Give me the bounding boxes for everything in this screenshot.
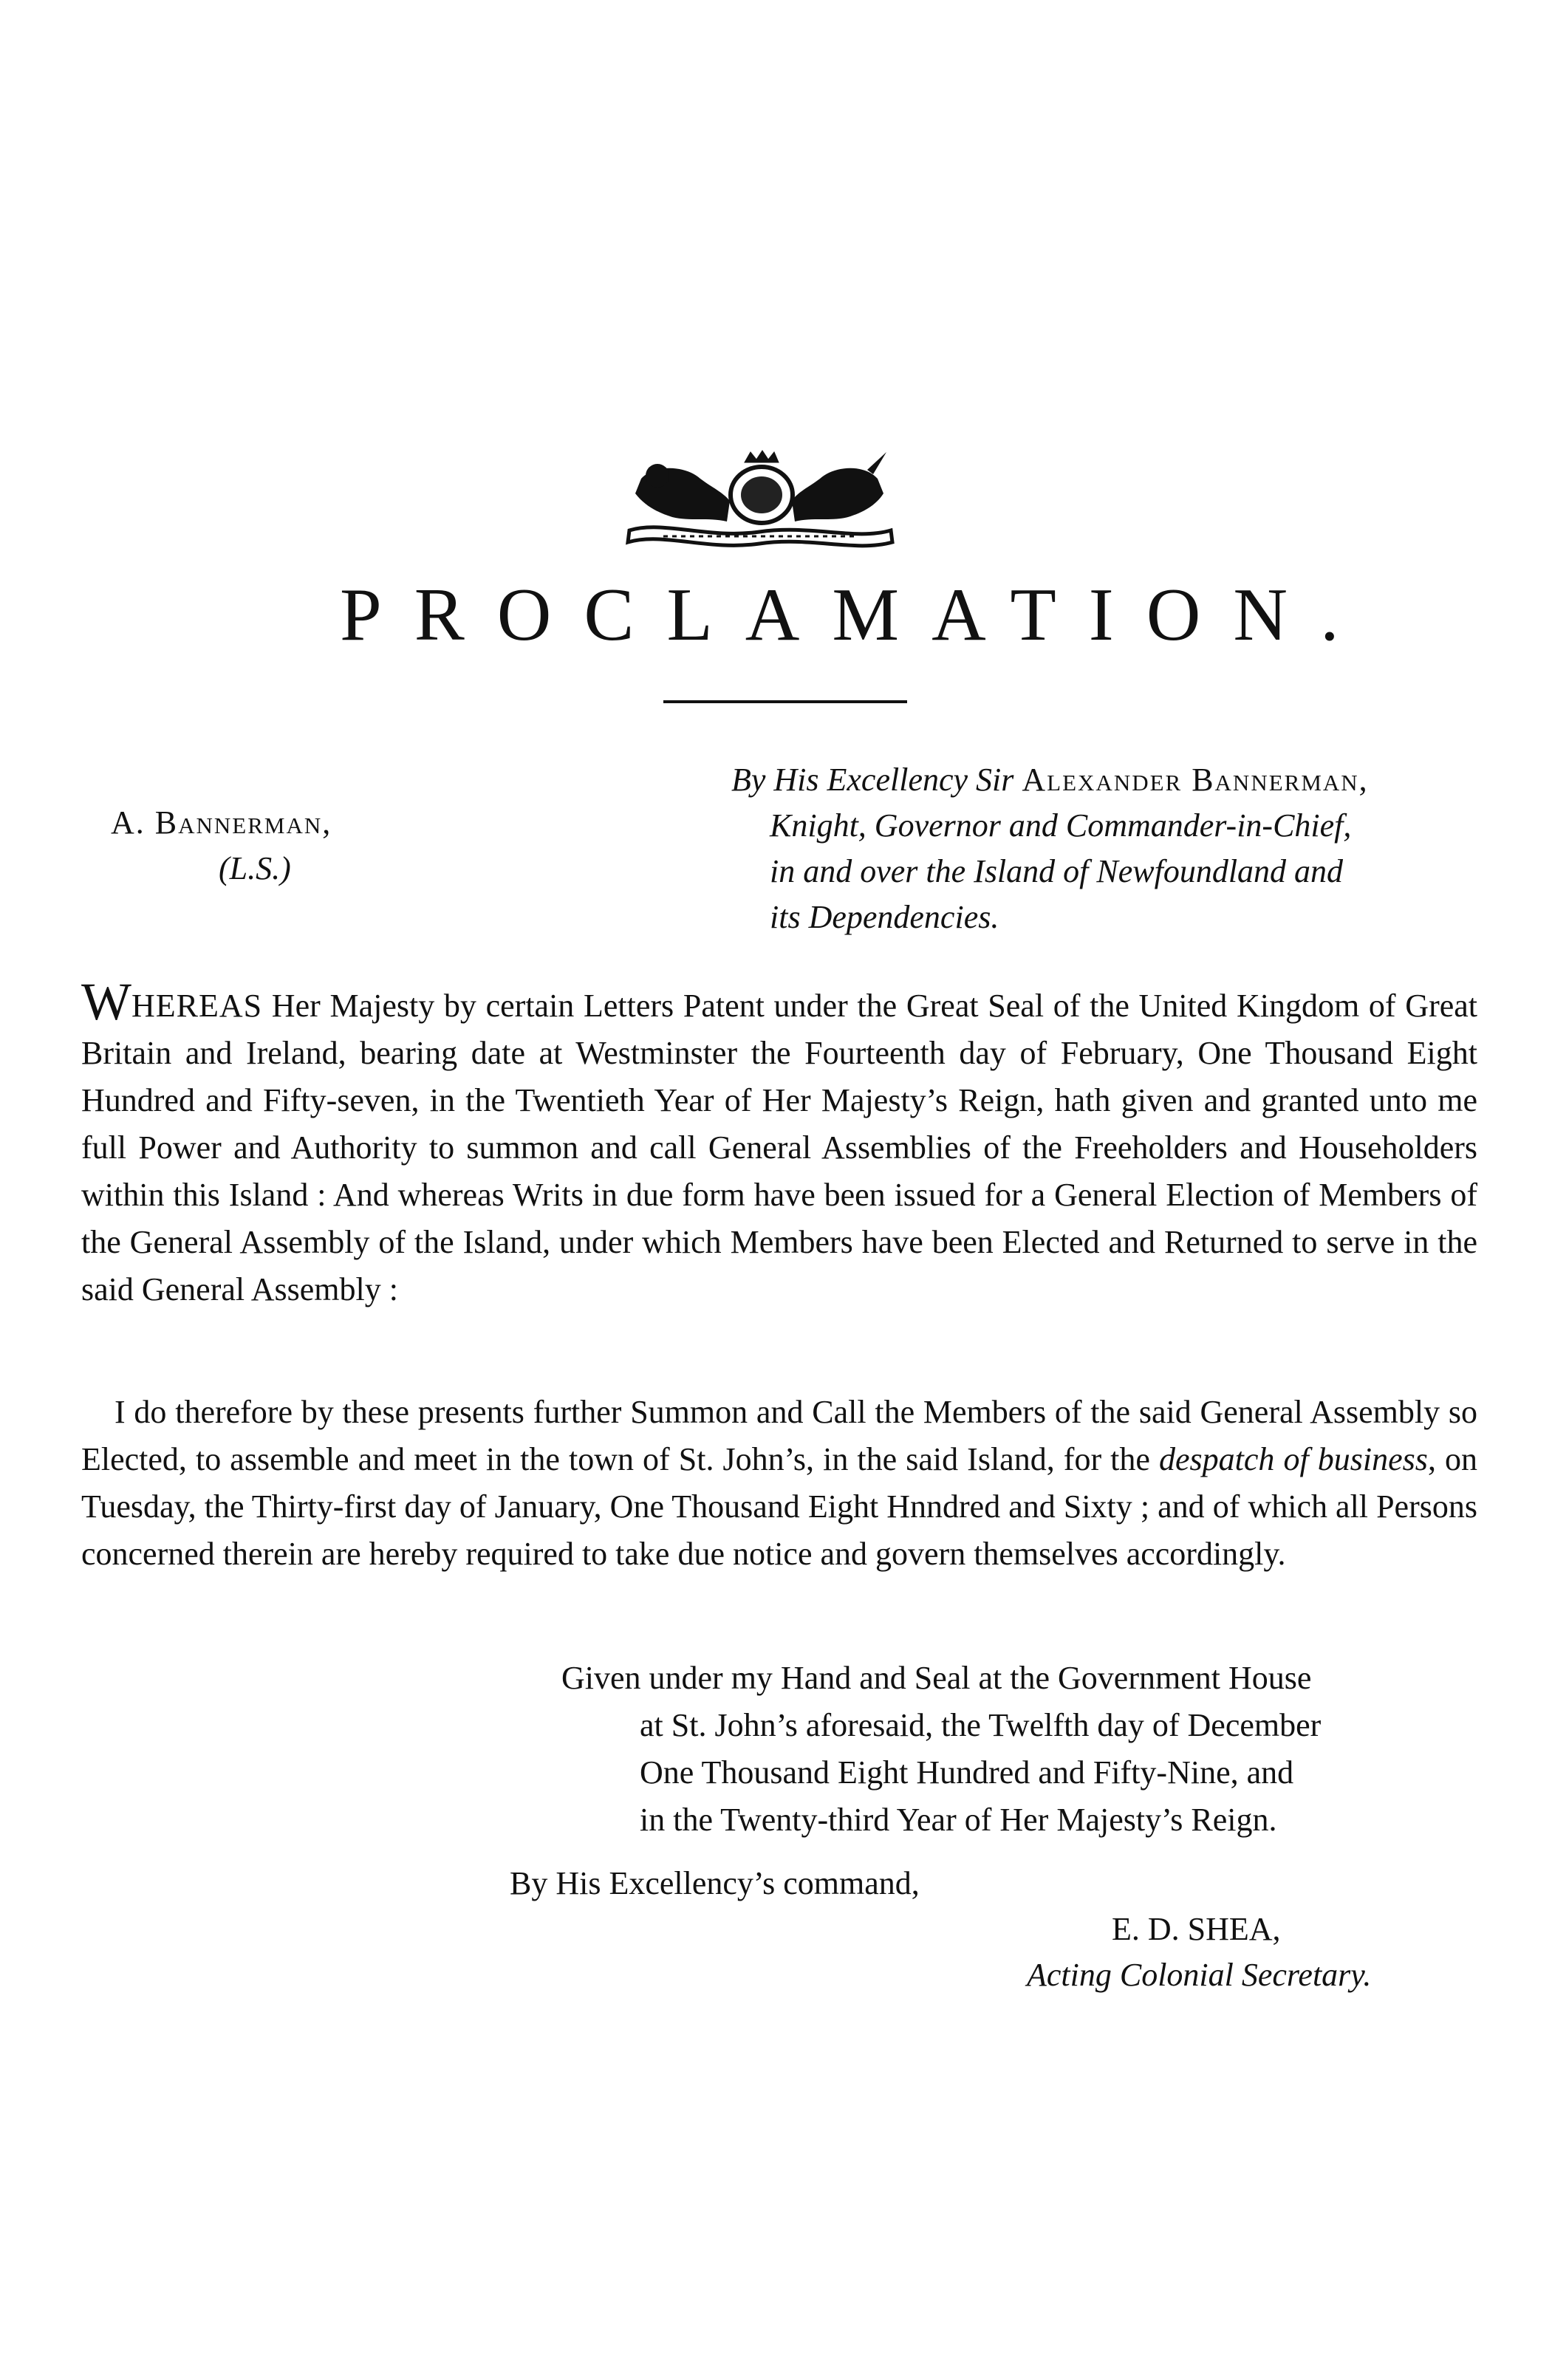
seal-block xyxy=(111,800,554,892)
secretary-title: Acting Colonial Secretary. xyxy=(1027,1957,1372,1993)
royal-arms-icon xyxy=(619,449,900,553)
excellency-line-2: Knight, Governor and Commander-in-Chief, xyxy=(770,807,1352,844)
given-line-2: at St. John’s aforesaid, the Twelfth day of December xyxy=(640,1707,1322,1743)
summon-text-block xyxy=(81,1389,1477,1578)
summon-italic: despatch of business xyxy=(1159,1441,1428,1477)
whereas-word: HEREAS xyxy=(131,988,263,1024)
page-title: PROCLAMATION. xyxy=(340,573,1372,657)
given-under-block xyxy=(561,1655,1477,1844)
excellency-heading xyxy=(731,757,1481,940)
excellency-line-1 xyxy=(731,757,1481,803)
summon-paragraph xyxy=(81,1389,1477,1578)
given-line-4: in the Twenty-third Year of Her Majesty’s Reign. xyxy=(640,1802,1277,1838)
governor-signature: A. Bannerman, xyxy=(111,804,332,841)
excellency-line-4: its Dependencies. xyxy=(770,899,999,935)
whereas-text: Her Majesty by certain Letters Patent under the Great Seal of the United Kingdom of Great Britain and Ireland, bearing date at Westminster the Fourteenth day of February, One Thousand Eight Hundred and Fifty-seven, in the Twentieth Year of Her Majesty’s Reign, hath given and granted unto me full Power and Authority to summon and call General Assemblies of the Freeholders and Householders within this Island : And whereas Writs in due form have been issued for a General Election of Members of the General Assembly of the Island, under which Members have been Elected and Returned to serve in the said General Assembly : xyxy=(81,988,1477,1307)
given-line-1: Given under my Hand and Seal at the Government House xyxy=(561,1660,1312,1696)
secretary-signature: E. D. SHEA, xyxy=(1112,1911,1281,1947)
title-divider xyxy=(663,700,907,703)
summon-text-a: I do therefore by these presents further Summon and Call the Members of the said General Assembly so Elected, to assemble and meet in the town of St. John’s, in the said Island, for the xyxy=(81,1394,1477,1477)
summon-text-b: , on Tuesday, the Thirty-first day of January, One Thousand Eight Hnndred and Sixty ; and of which all Persons concerned therein are hereby required to take due notice and govern themselves accordingly. xyxy=(81,1441,1478,1572)
seal-mark: (L.S.) xyxy=(219,850,291,886)
whereas-paragraph xyxy=(81,972,1477,1313)
excellency-line-3: in and over the Island of Newfoundland and xyxy=(770,853,1344,889)
governor-name: Alexander Bannerman, xyxy=(1022,762,1369,798)
command-line: By His Excellency’s command, xyxy=(510,1865,920,1901)
excellency-prefix: By His Excellency Sir xyxy=(731,762,1022,798)
drop-cap: W xyxy=(81,972,131,1031)
given-line-3: One Thousand Eight Hundred and Fifty-Nine, and xyxy=(640,1754,1294,1791)
